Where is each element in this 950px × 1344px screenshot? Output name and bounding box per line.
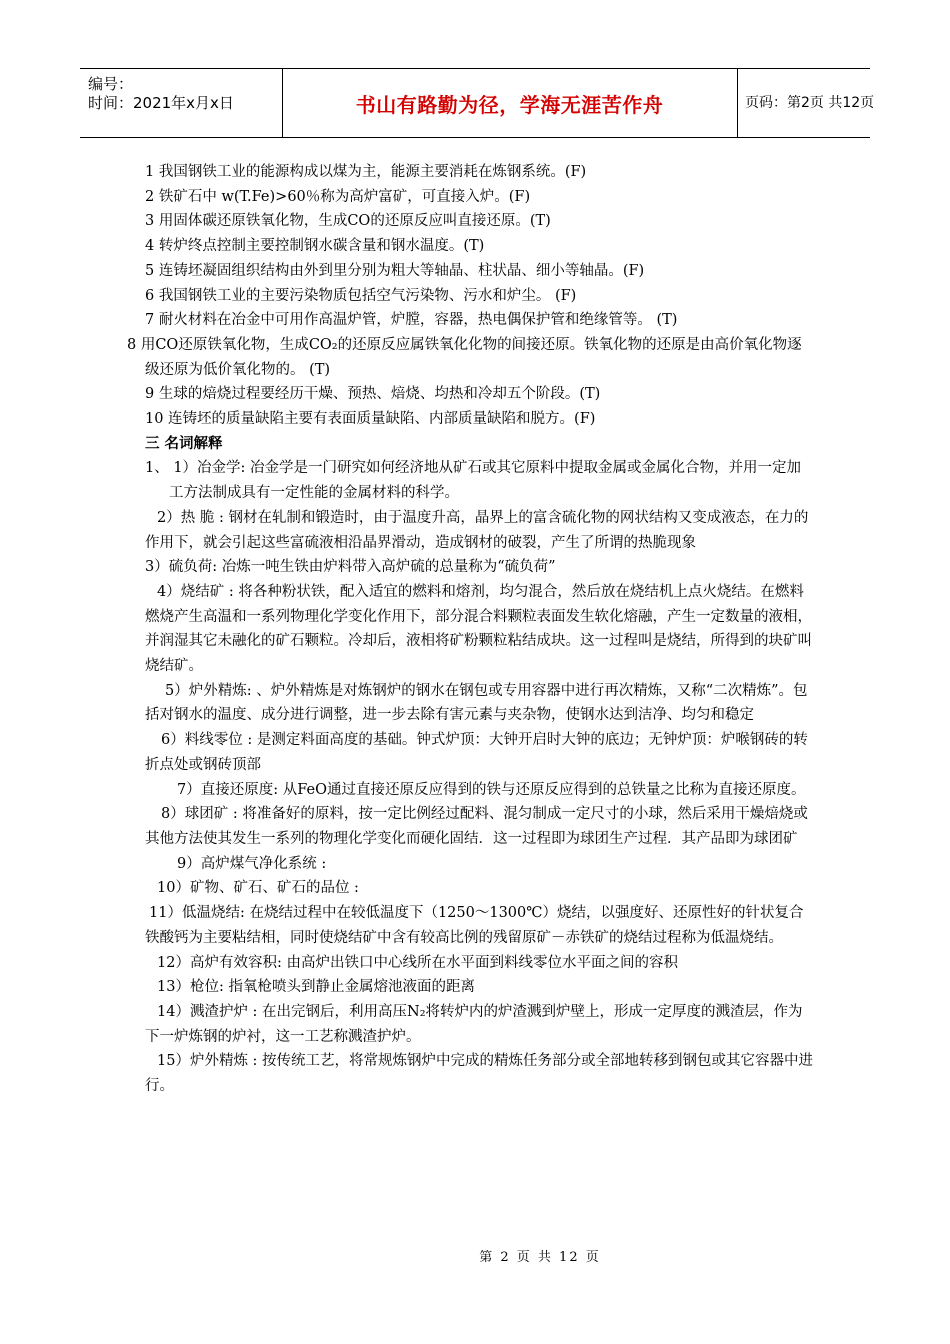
judgement-item: 6 我国钢铁工业的主要污染物质包括空气污染物、污水和炉尘。 (F) [145, 287, 577, 304]
header-meta-cell [80, 69, 283, 137]
term-item: 3）硫负荷: 冶炼一吨生铁由炉料带入高炉硫的总量称为“硫负荷” [145, 559, 556, 576]
judgement-item: 2 铁矿石中 w(T.Fe)>60％称为高炉富矿，可直接入炉。(F) [145, 188, 531, 205]
term-item: 10）矿物、矿石、矿石的品位 : [157, 880, 359, 897]
term-item: 8）球团矿 : 将准备好的原料，按一定比例经过配料、混匀制成一定尺寸的小球，然后采用干燥焙烧或其他方法使其发生一系列的物理化学变化而硬化固结．这一过程即为球团生产过程．其产品即为球团矿 [145, 806, 808, 847]
term-item: 4）烧结矿 : 将各种粉状铁，配入适宜的燃料和熔剂，均匀混合，然后放在烧结机上点火烧结。在燃料燃烧产生高温和一系列物理化学变化作用下，部分混合料颗粒表面发生软化熔融，产生一定数量的液相，并润湿其它未融化的矿石颗粒。冷却后，液相将矿粉颗粒粘结成块。这一过程叫是烧结，所得到的块矿叫烧结矿。 [145, 583, 812, 675]
section-heading: 三 名词解释 [145, 435, 223, 452]
term-item: 12）高炉有效容积: 由高炉出铁口中心线所在水平面到料线零位水平面之间的容积 [157, 954, 678, 971]
header-motto-cell [282, 69, 738, 137]
judgement-item: 1 我国钢铁工业的能源构成以煤为主，能源主要消耗在炼钢系统。(F) [145, 164, 587, 180]
term-item: 6）料线零位 : 是测定料面高度的基础。钟式炉顶：大钟开启时大钟的底边；无钟炉顶：炉喉钢砖的转折点处或钢砖顶部 [145, 732, 808, 773]
term-definitions [145, 456, 815, 1098]
document-number-label: 编号： [88, 75, 134, 93]
document-time-label: 时间：2021年x月x日 [88, 94, 234, 112]
judgement-item: 4 转炉终点控制主要控制钢水碳含量和钢水温度。(T) [145, 238, 485, 255]
page-footer [0, 1246, 950, 1265]
header-page-info: 页码：第2页 共12页 [745, 95, 875, 111]
judgement-item: 9 生球的焙烧过程要经历干燥、预热、焙烧、均热和冷却五个阶段。(T) [145, 386, 601, 403]
term-item: 7）直接还原度: 从FeO通过直接还原反应得到的铁与还原反应得到的总铁量之比称为直接还原度。 [177, 781, 806, 798]
true-false-list [127, 160, 815, 432]
term-item: 9）高炉煤气净化系统 : [177, 855, 327, 872]
term-item: 15）炉外精炼 : 按传统工艺，将常规炼钢炉中完成的精炼任务部分或全部地转移到钢包或其它容器中进行。 [145, 1053, 814, 1095]
judgement-item: 10 连铸坯的质量缺陷主要有表面质量缺陷、内部质量缺陷和脱方。(F) [145, 411, 596, 428]
term-item: 11）低温烧结: 在烧结过程中在较低温度下（1250～1300℃）烧结，以强度好、还原性好的针状复合铁酸钙为主要粘结相，同时使烧结矿中含有较高比例的残留原矿－赤铁矿的烧结过程称为低温烧结。 [145, 905, 804, 946]
judgement-item: 7 耐火材料在冶金中可用作高温炉管，炉膛，容器，热电偶保护管和绝缘管等。 (T) [145, 312, 678, 329]
term-item: 14）溅渣护炉 : 在出完钢后，利用高压N₂将转炉内的炉渣溅到炉壁上，形成一定厚度的溅渣层，作为下一炉炼钢的炉衬，这一工艺称溅渣护炉。 [145, 1003, 803, 1045]
term-item: 1、 1）冶金学: 冶金学是一门研究如何经济地从矿石或其它原料中提取金属或金属化合物，并用一定加工方法制成具有一定性能的金属材料的科学。 [145, 460, 802, 502]
page-header [80, 68, 875, 138]
document-body [127, 160, 815, 1099]
term-item: 13）枪位: 指氧枪喷头到静止金属熔池液面的距离 [157, 979, 475, 996]
header-page-cell [737, 69, 875, 137]
term-item: 5）炉外精炼: 、炉外精炼是对炼钢炉的钢水在钢包或专用容器中进行再次精炼，又称“二次精炼”。包括对钢水的温度、成分进行调整，进一步去除有害元素与夹杂物，使钢水达到洁净、均匀和稳定 [145, 682, 808, 724]
footer-page-number: 第 2 页 共 12 页 [479, 1250, 601, 1265]
judgement-item: 5 连铸坯凝固组织结构由外到里分别为粗大等轴晶、柱状晶、细小等轴晶。(F) [145, 262, 645, 279]
header-motto: 书山有路勤为径，学海无涯苦作舟 [355, 93, 664, 117]
judgement-item: 3 用固体碳还原铁氧化物，生成CO的还原反应叫直接还原。(T) [145, 213, 551, 230]
term-item: 2）热 脆 : 钢材在轧制和锻造时，由于温度升高，晶界上的富含硫化物的网状结构又变成液态，在力的作用下，就会引起这些富硫液相沿晶界滑动，造成钢材的破裂，产生了所谓的热脆现象 [145, 509, 809, 551]
judgement-item: 8 用CO还原铁氧化物，生成CO₂的还原反应属铁氧化化物的间接还原。铁氧化物的还原是由高价氧化物逐级还原为低价氧化物的。 (T) [127, 336, 802, 378]
